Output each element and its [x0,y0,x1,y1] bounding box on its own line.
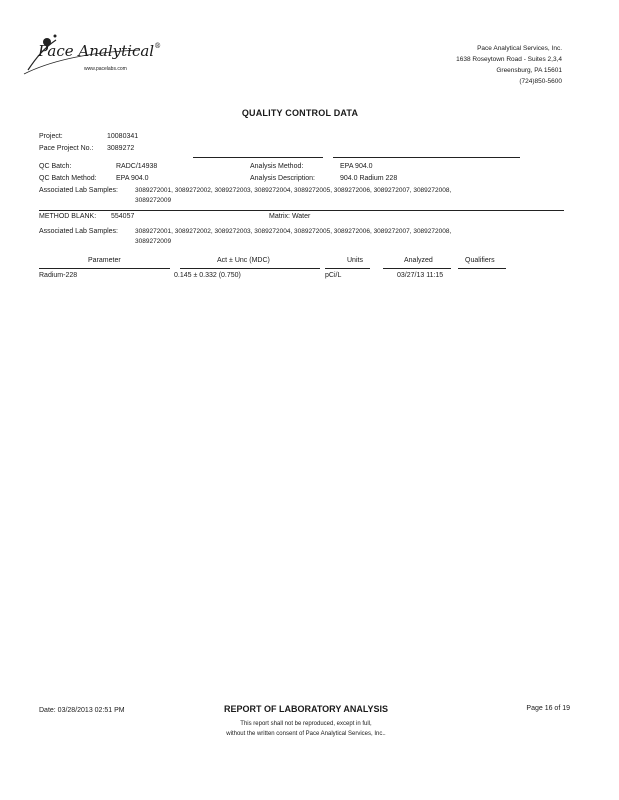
logo-text: Pace Analytical® [38,42,162,60]
header-underline-qualifiers [458,268,506,269]
qc-associated-samples-label: Associated Lab Samples: [39,187,118,194]
pace-project-value: 3089272 [107,145,135,152]
header-underline-analyzed [383,268,451,269]
matrix-label: Matrix: Water [269,213,311,220]
footer-report-title: REPORT OF LABORATORY ANALYSIS [223,704,389,714]
row-units: pCi/L [325,272,342,279]
column-header-units: Units [347,257,363,264]
qc-associated-samples-line1: 3089272001, 3089272002, 3089272003, 3089272004, 3089272005, 3089272006, 3089272007, 3089272008, [135,187,452,194]
method-blank-label: METHOD BLANK: [39,213,97,220]
company-phone: (724)850-5600 [519,78,562,85]
header-underline-act [180,268,320,269]
mb-associated-samples-line1: 3089272001, 3089272002, 3089272003, 3089272004, 3089272005, 3089272006, 3089272007, 3089272008, [135,228,452,235]
mb-associated-samples-label: Associated Lab Samples: [39,228,118,235]
column-header-act: Act ± Unc (MDC) [217,257,270,264]
analysis-method-label: Analysis Method: [250,163,304,170]
row-analyzed: 03/27/13 11:15 [397,272,444,279]
company-city: Greensburg, PA 15601 [496,67,562,74]
row-act: 0.145 ± 0.332 (0.750) [174,272,241,279]
project-value: 10080341 [107,133,139,140]
analysis-method-value: EPA 904.0 [340,163,373,170]
method-blank-value: 554057 [111,213,135,220]
footer-date: Date: 03/28/2013 02:51 PM [39,707,125,714]
pace-project-label: Pace Project No.: [39,145,94,152]
column-header-parameter: Parameter [88,257,121,264]
column-header-analyzed: Analyzed [404,257,433,264]
qc-associated-samples-line2: 3089272009 [135,197,172,204]
analysis-description-value: 904.0 Radium 228 [340,175,398,182]
method-blank-top-rule [39,210,564,211]
qc-batch-value: RADC/14938 [116,163,158,170]
mb-associated-samples-line2: 3089272009 [135,238,172,245]
row-parameter: Radium-228 [39,272,78,279]
qc-batch-method-value: EPA 904.0 [116,175,149,182]
analysis-description-label: Analysis Description: [250,175,315,182]
page-title: QUALITY CONTROL DATA [241,108,359,118]
qc-batch-label: QC Batch: [39,163,72,170]
column-header-qualifiers: Qualifiers [465,257,495,264]
qc-batch-method-label: QC Batch Method: [39,175,97,182]
footer-notice-line2: without the written consent of Pace Analytical Services, Inc.. [226,731,386,737]
header-underline-parameter [39,268,170,269]
company-name: Pace Analytical Services, Inc. [477,45,562,52]
company-street: 1638 Roseytown Road - Suites 2,3,4 [456,56,562,63]
header-underline-units [325,268,370,269]
qc-batch-top-rule [193,157,323,158]
website-text: www.pacelabs.com [84,66,127,72]
qc-batch-top-rule-2 [333,157,520,158]
footer-page-number: Page 16 of 19 [526,705,570,712]
footer-notice-line1: This report shall not be reproduced, except in full, [240,721,372,727]
company-address [456,43,562,87]
project-label: Project: [39,133,63,140]
